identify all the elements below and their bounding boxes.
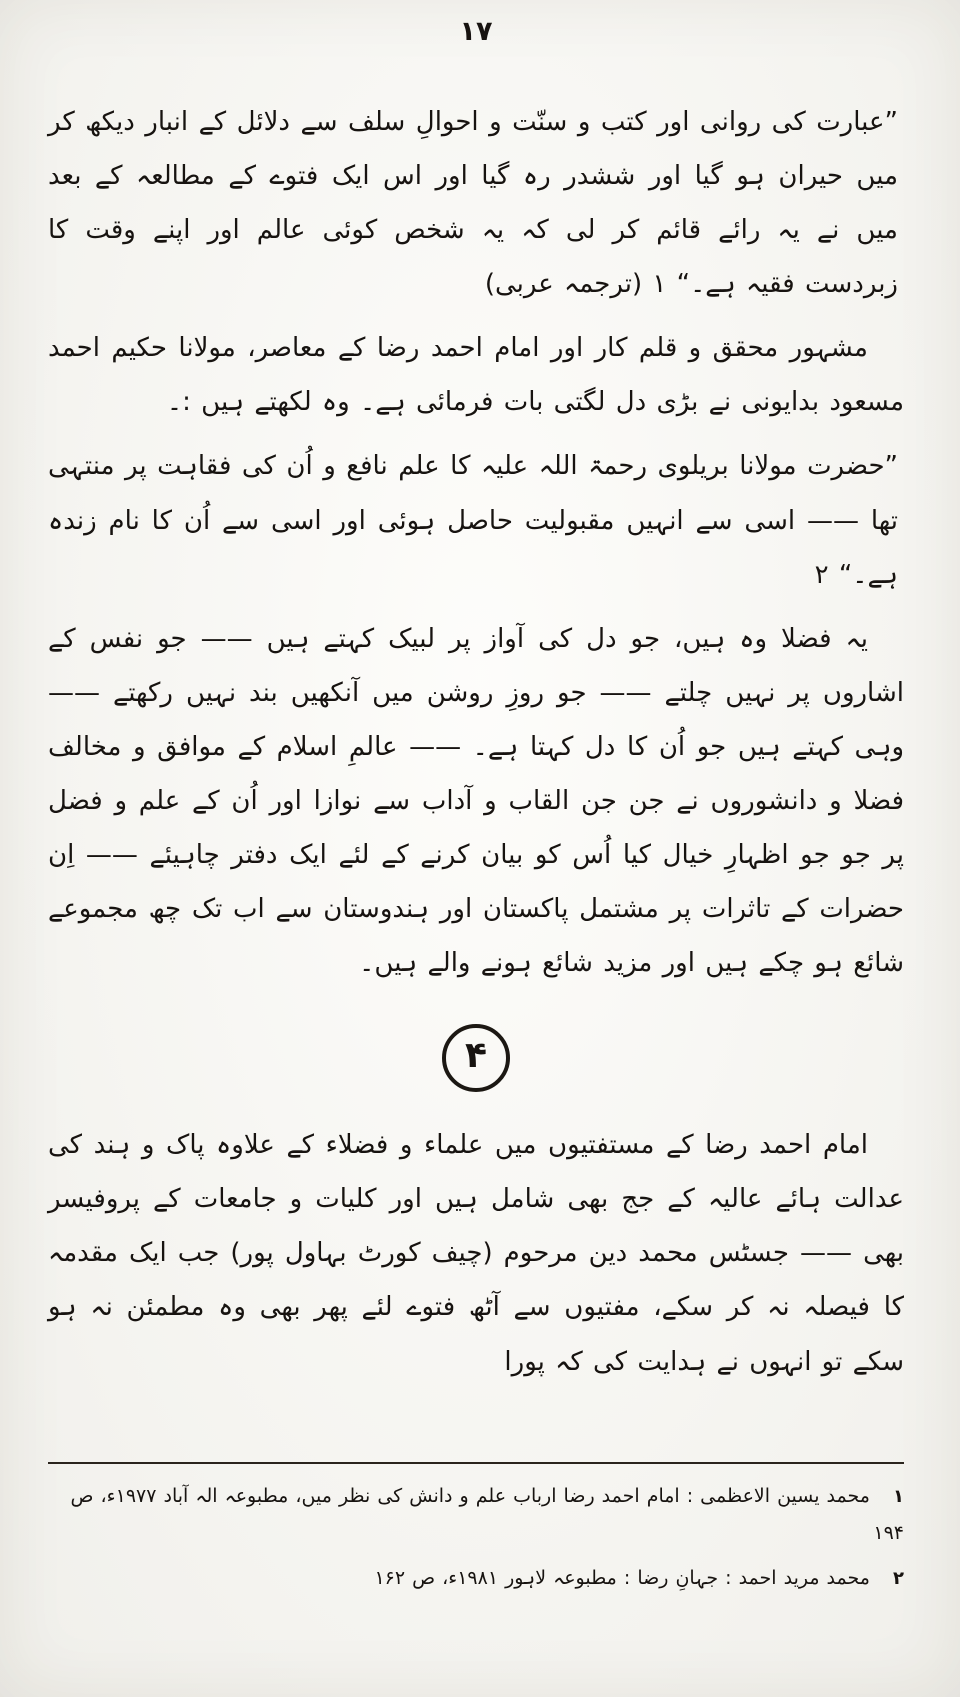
footnote-1	[48, 1478, 904, 1552]
paragraph-quote-arabic-tribute: ”عبارت کی روانی اور کتب و سنّت و احوالِ سلف سے دلائل کے انبار دیکھ کر میں حیران ہو گیا اور ششدر رہ گیا اور اس ایک فتوے کے مطالعہ کے بعد میں نے یہ رائے قائم کر لی کہ یہ شخص کوئی عالم اور اپنے وقت کا زبردست فقیہ ہے۔“ ۱ (ترجمہ عربی)	[48, 107, 898, 300]
section-number-circle: ۴	[442, 1024, 510, 1092]
footnote-2-text: محمد مرید احمد : جہانِ رضا : مطبوعہ لاہور ۱۹۸۱ء، ص ۱۶۲	[374, 1566, 870, 1589]
paragraph-quote-badayuni: ”حضرت مولانا بریلوی رحمۃ اللہ علیہ کا علم نافع و اُن کی فقاہت پر منتہی تھا —— اسی سے انہیں مقبولیت حاصل ہوئی اور اسی سے اُن کا نام زندہ ہے۔“ ۲	[48, 451, 898, 590]
footnote-1-text: محمد یسین الاعظمی : امام احمد رضا ارباب علم و دانش کی نظر میں، مطبوعہ الہ آباد ۱۹۷۷ء، ص ۱۹۴	[70, 1484, 904, 1544]
footnote-1-marker: ۱	[893, 1485, 904, 1507]
footnote-2	[48, 1560, 904, 1597]
section-marker	[48, 1024, 904, 1092]
footnote-area	[48, 1462, 904, 1605]
footnote-2-marker: ۲	[893, 1567, 904, 1589]
page-number: ۱۷	[459, 16, 493, 47]
paragraph-badayuni-intro: مشہور محقق و قلم کار اور امام احمد رضا کے معاصر، مولانا حکیم احمد مسعود بدایونی نے بڑی دل لگتی بات فرمائی ہے۔ وہ لکھتے ہیں :۔	[48, 333, 904, 418]
paragraph-mustaftis-judges: امام احمد رضا کے مستفتیوں میں علماء و فضلاء کے علاوہ پاک و ہند کی عدالت ہائے عالیہ کے جج بھی شامل ہیں اور کلیات و جامعات کے پروفیسر بھی —— جسٹس محمد دین مرحوم (چیف کورٹ بہاول پور) جب ایک مقدمہ کا فیصلہ نہ کر سکے، مفتیوں سے آٹھ فتوے لئے پھر بھی وہ مطمئن نہ ہو سکے تو انہوں نے ہدایت کی کہ پورا	[48, 1130, 904, 1377]
footnote-separator-rule	[48, 1462, 904, 1464]
page-body	[48, 95, 904, 1389]
paragraph-scholars-tributes: یہ فضلا وہ ہیں، جو دل کی آواز پر لبیک کہتے ہیں —— جو نفس کے اشاروں پر نہیں چلتے —— جو روزِ روشن میں آنکھیں بند نہیں رکھتے —— وہی کہتے ہیں جو اُن کا دل کہتا ہے۔ —— عالمِ اسلام کے موافق و مخالف فضلا و دانشوروں نے جن جن القاب و آداب سے نوازا اور اُن کے علم و فضل پر جو جو اظہارِ خیال کیا اُس کو بیان کرنے کے لئے ایک دفتر چاہیئے —— اِن حضرات کے تاثرات پر مشتمل پاکستان اور ہندوستان سے اب تک چھ مجموعے شائع ہو چکے ہیں اور مزید شائع ہونے والے ہیں۔	[48, 623, 904, 979]
